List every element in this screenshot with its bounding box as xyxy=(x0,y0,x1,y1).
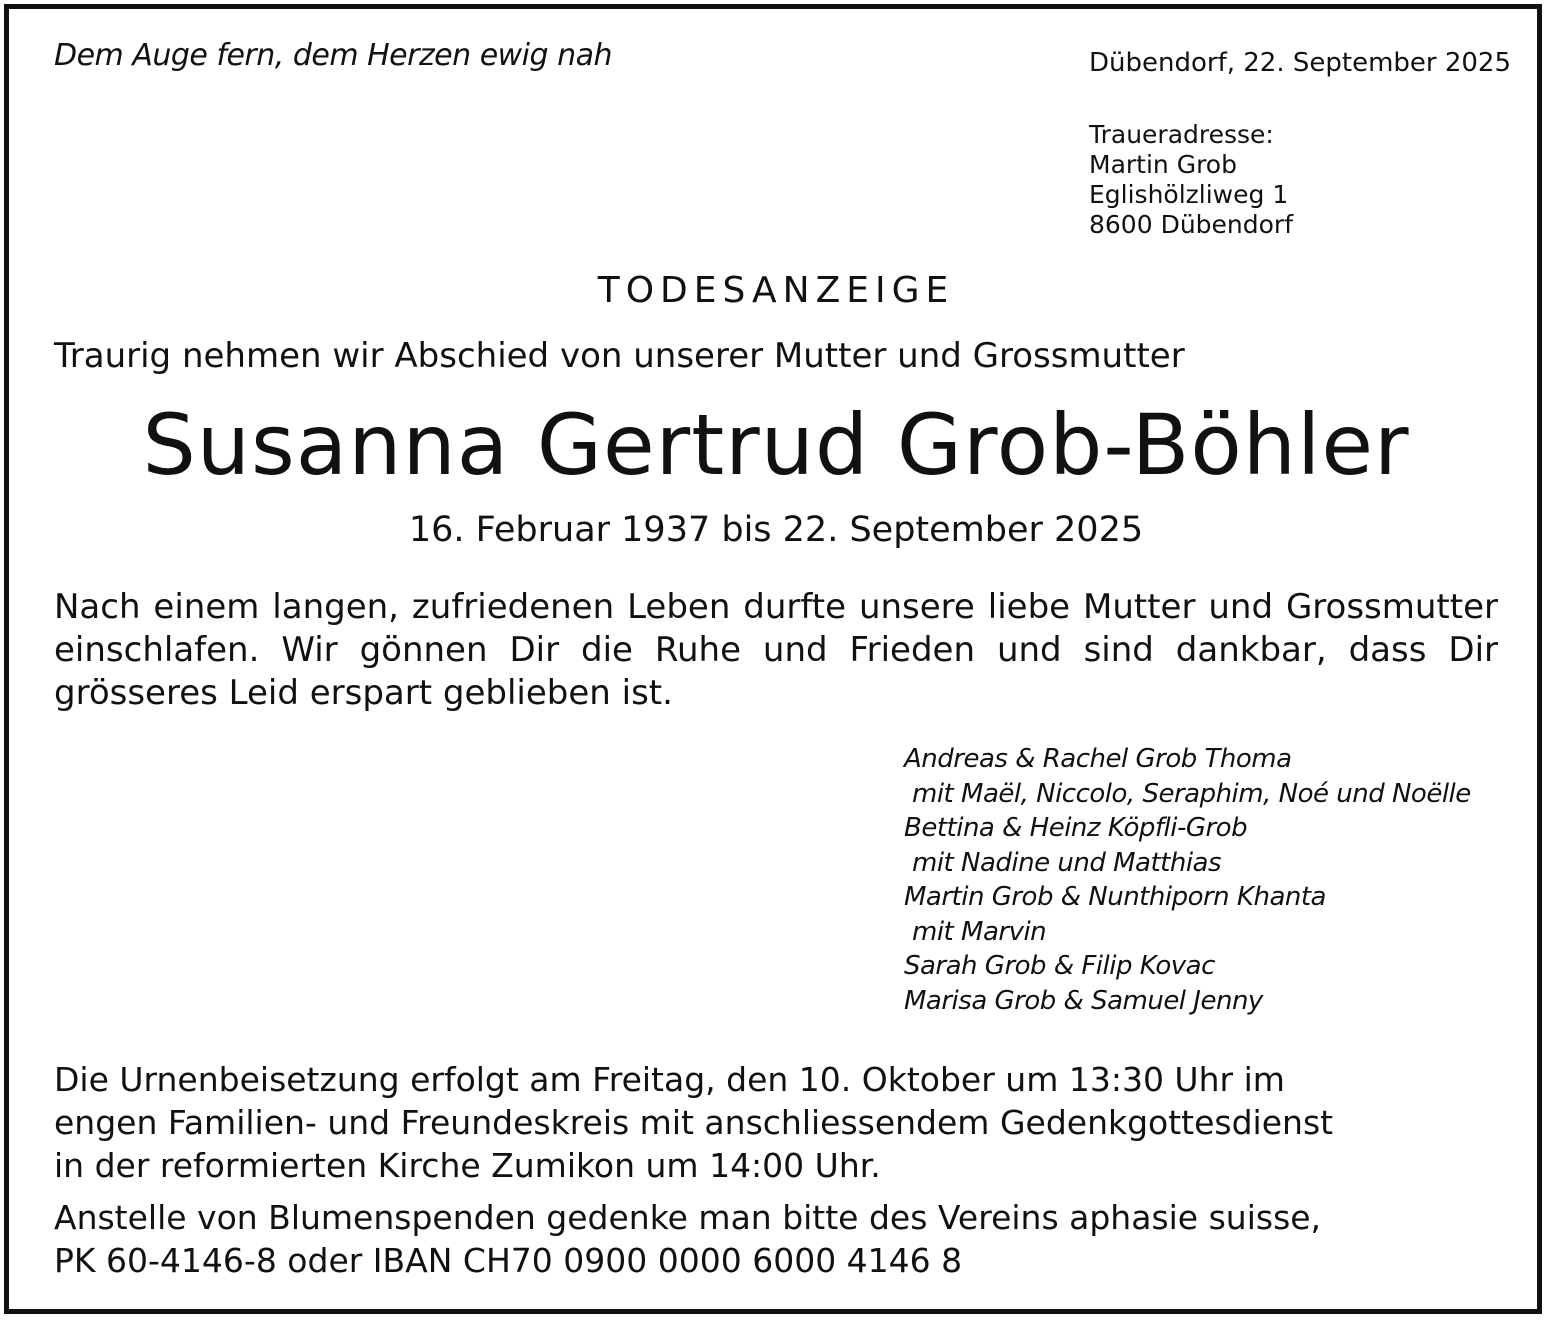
family-children: mit Maël, Niccolo, Seraphim, Noé und Noëlle xyxy=(912,778,1471,809)
service-line: in der reformierten Kirche Zumikon um 14:00 Uhr. xyxy=(54,1146,881,1185)
family-member: Sarah Grob & Filip Kovac xyxy=(904,951,1215,981)
family-children: mit Nadine und Matthias xyxy=(912,847,1222,878)
family-member: Andreas & Rachel Grob Thoma xyxy=(904,744,1292,774)
deceased-name: Susanna Gertrud Grob-Böhler xyxy=(142,396,1410,494)
address-street: Eglishölzliweg 1 xyxy=(1089,180,1289,209)
family-list xyxy=(904,742,1471,1018)
notice-intro: Traurig nehmen wir Abschied von unserer Mutter und Grossmutter xyxy=(54,336,1185,376)
address-name: Martin Grob xyxy=(1089,150,1237,179)
place-date: Dübendorf, 22. September 2025 xyxy=(1089,48,1512,78)
address-city: 8600 Dübendorf xyxy=(1089,210,1294,239)
funeral-service-info xyxy=(54,1058,1333,1187)
family-member: Martin Grob & Nunthiporn Khanta xyxy=(904,882,1326,912)
family-member: Marisa Grob & Samuel Jenny xyxy=(904,985,1263,1016)
donation-info xyxy=(54,1196,1321,1282)
donation-line: PK 60-4146-8 oder IBAN CH70 0900 0000 6000 4146 8 xyxy=(54,1241,963,1280)
motto: Dem Auge fern, dem Herzen ewig nah xyxy=(54,38,613,73)
donation-line: Anstelle von Blumenspenden gedenke man bitte des Vereins aphasie suisse, xyxy=(54,1198,1322,1237)
family-member: Bettina & Heinz Köpfli-Grob xyxy=(904,813,1248,843)
mourning-address xyxy=(1089,120,1293,240)
service-line: engen Familien- und Freundeskreis mit anschliessendem Gedenkgottesdienst xyxy=(54,1103,1334,1142)
life-dates: 16. Februar 1937 bis 22. September 2025 xyxy=(408,510,1144,550)
service-line: Die Urnenbeisetzung erfolgt am Freitag, den 10. Oktober um 13:30 Uhr im xyxy=(54,1060,1285,1099)
address-label: Traueradresse: xyxy=(1089,120,1274,149)
notice-heading: TODESANZEIGE xyxy=(597,270,955,311)
family-children: mit Marvin xyxy=(912,916,1047,947)
farewell-message: Nach einem langen, zufriedenen Leben durfte unsere liebe Mutter und Grossmutter einschlafen. Wir gönnen Dir die Ruhe und Frieden und sind dankbar, dass Dir grösseres Leid erspart geblieben ist. xyxy=(54,587,1498,713)
